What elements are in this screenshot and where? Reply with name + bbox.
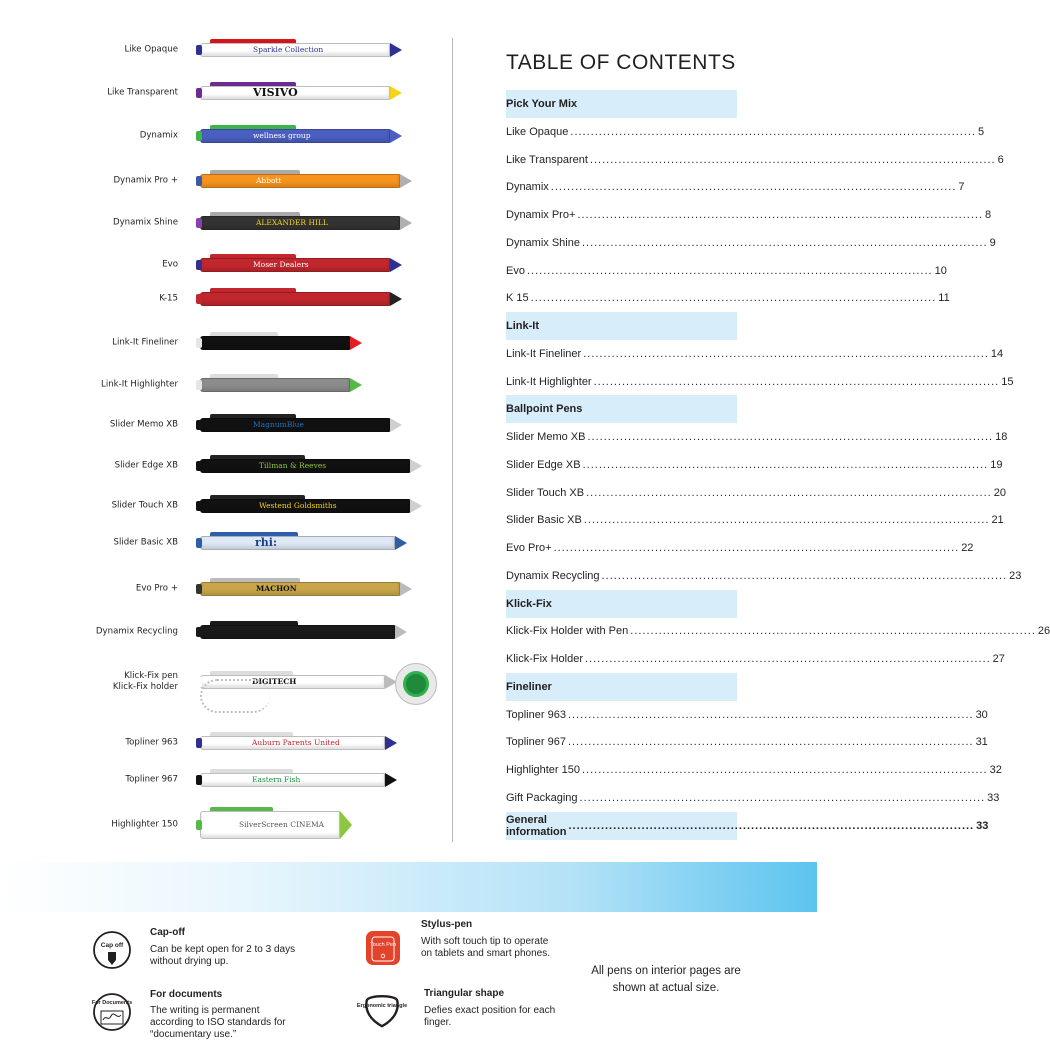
toc-section-heading — [506, 395, 737, 423]
pen-row — [0, 451, 430, 481]
toc-leader-dots — [594, 376, 1000, 388]
pen-tip — [390, 258, 402, 272]
toc-entry-page: 27 — [992, 653, 1005, 665]
pen-imprint: Moser Dealers — [253, 260, 309, 269]
pen-barrel — [200, 174, 400, 188]
toc-entry-page: 8 — [985, 209, 992, 221]
toc-entry-page: 22 — [961, 542, 974, 554]
pen-image — [200, 769, 397, 791]
pen-tip — [400, 216, 412, 230]
toc-leader-dots — [586, 487, 992, 499]
pen-label: Dynamix Pro + — [113, 175, 178, 186]
pen-label: Evo Pro + — [135, 583, 178, 594]
toc-section-title: Klick-Fix — [506, 597, 552, 610]
pen-row — [0, 35, 430, 65]
pen-label: Slider Memo XB — [109, 419, 178, 430]
toc-section-heading — [506, 673, 737, 701]
for-documents-icon-label: For Documents — [91, 1000, 133, 1006]
pen-row — [0, 250, 430, 280]
toc-entry-title: Klick-Fix Holder with Pen — [506, 625, 629, 638]
pen-image — [200, 807, 352, 843]
holder-green-disc — [403, 671, 429, 697]
pen-row — [0, 491, 430, 521]
pen-imprint: DIGITECH — [252, 677, 297, 686]
for-documents-icon — [92, 992, 132, 1032]
toc-entry[interactable] — [506, 451, 1003, 479]
toc-section-heading — [506, 312, 737, 340]
pen-image — [200, 212, 412, 234]
pen-row — [0, 328, 430, 358]
pen-image — [200, 532, 407, 554]
pen-label: Highlighter 150 — [111, 819, 178, 830]
toc-section-title: General information — [506, 813, 567, 838]
legend-capoff-text: Can be kept open for 2 to 3 days without drying up. — [150, 944, 296, 967]
pen-cap-end — [196, 176, 202, 186]
toc-leader-dots — [582, 237, 988, 249]
actual-size-note: All pens on interior pages are shown at actual size. — [591, 965, 741, 994]
toc-section-heading — [506, 90, 737, 118]
toc-entry[interactable] — [506, 617, 1050, 645]
toc-entry-title: Topliner 963 — [506, 708, 566, 721]
toc-entry-title: Topliner 967 — [506, 736, 566, 749]
pen-clip — [210, 374, 278, 378]
toc-entry[interactable] — [506, 173, 965, 201]
pen-imprint: Auburn Parents United — [252, 738, 340, 747]
pen-tip — [390, 86, 402, 100]
pen-cap-end — [196, 677, 202, 687]
pen-image — [200, 332, 362, 354]
toc-entry-title: Link-It Fineliner — [506, 347, 582, 360]
pen-tip — [390, 129, 402, 143]
toc-entry-page: 9 — [989, 236, 996, 249]
toc-title: TABLE OF CONTENTS — [506, 51, 736, 74]
pen-barrel — [200, 292, 390, 306]
toc-leader-dots — [569, 820, 975, 832]
toc-leader-dots — [584, 514, 990, 526]
toc-entry-title: Like Opaque — [506, 125, 569, 138]
toc-leader-dots — [531, 292, 937, 304]
pen-barrel — [200, 378, 350, 392]
toc-leader-dots — [568, 736, 974, 748]
column-divider — [452, 38, 453, 842]
toc-entry[interactable] — [506, 146, 1004, 174]
legend-triangular-text: Defies exact position for each finger. — [424, 1005, 556, 1028]
pen-cap-end — [196, 775, 202, 785]
toc-entry-page: 5 — [978, 125, 985, 138]
toc-section-title: Pick Your Mix — [506, 98, 578, 110]
toc-leader-dots — [568, 709, 974, 721]
toc-section-heading[interactable] — [506, 812, 989, 840]
toc-entry-page: 10 — [934, 264, 947, 277]
toc-entry-page: 19 — [990, 458, 1003, 471]
toc-section-title: Fineliner — [506, 680, 552, 693]
toc-entry[interactable] — [506, 784, 1000, 812]
pen-clip — [210, 621, 298, 625]
pen-label: Topliner 967 — [125, 774, 178, 785]
toc-leader-dots — [582, 764, 988, 776]
stylus-pen-icon — [363, 928, 403, 968]
pen-row — [0, 166, 430, 196]
pen-cap-end — [196, 338, 202, 348]
pen-barrel — [200, 582, 400, 596]
pen-tip — [385, 773, 397, 787]
toc-leader-dots — [602, 570, 1008, 582]
toc-entry-page: 32 — [989, 764, 1002, 776]
toc-entry-title: Dynamix Shine — [506, 236, 580, 249]
pen-imprint: Sparkle Collection — [253, 45, 324, 54]
toc-section-title: Link-It — [506, 320, 539, 332]
toc-entry-title: Slider Touch XB — [506, 486, 585, 499]
pen-clip — [210, 288, 296, 292]
pen-image — [200, 455, 422, 477]
pen-imprint: MACHON — [256, 584, 297, 593]
pen-tip — [400, 174, 412, 188]
pen-row — [0, 284, 430, 314]
toc-leader-dots — [527, 265, 933, 277]
pen-clip — [210, 332, 278, 336]
legend-triangular-title: Triangular shape — [424, 988, 505, 999]
pen-row — [0, 78, 430, 108]
pen-label: Klick-Fix pen Klick-Fix holder — [112, 671, 178, 692]
pen-row — [0, 765, 430, 795]
toc-leader-dots — [570, 126, 976, 138]
pen-image — [200, 414, 402, 436]
pen-label: Slider Basic XB — [113, 537, 178, 548]
pen-cap-end — [196, 501, 202, 511]
pen-imprint: ALEXANDER HILL — [256, 218, 328, 227]
pen-imprint: Abbott — [256, 176, 282, 185]
toc-leader-dots — [583, 459, 989, 471]
toc-entry-title: Evo — [506, 264, 525, 277]
toc-entry-title: K 15 — [506, 292, 529, 305]
pen-image — [200, 82, 402, 104]
toc-entry[interactable] — [506, 562, 1022, 590]
pen-label: Like Opaque — [124, 44, 178, 55]
toc-entry-title: Dynamix Pro+ — [506, 209, 576, 221]
toc-entry-title: Slider Basic XB — [506, 514, 582, 527]
toc-leader-dots — [587, 431, 993, 443]
pen-image — [200, 170, 412, 192]
toc-entry[interactable] — [506, 756, 1002, 784]
pen-tip — [390, 292, 402, 306]
pen-row — [0, 528, 430, 558]
toc-entry[interactable] — [506, 645, 1005, 673]
pen-imprint: VISIVO — [253, 86, 298, 99]
triangular-shape-icon — [356, 990, 408, 1030]
pen-image — [200, 732, 397, 754]
toc-leader-dots — [585, 653, 991, 665]
pen-tip — [390, 43, 402, 57]
pen-tip — [385, 736, 397, 750]
toc-entry-title: Like Transparent — [506, 153, 588, 166]
toc-entry-page: 14 — [990, 347, 1004, 360]
legend-capoff-title: Cap-off — [150, 927, 185, 938]
pen-barrel — [200, 536, 395, 550]
toc-entry-title: Klick-Fix Holder — [506, 653, 584, 665]
toc-entry-page: 20 — [993, 486, 1006, 499]
pen-cap-end — [196, 260, 202, 270]
pen-cap-end — [196, 45, 202, 55]
pen-tip — [400, 582, 412, 596]
pen-image — [200, 374, 362, 396]
pen-image — [200, 578, 412, 600]
toc-entry-page: 7 — [958, 181, 965, 194]
pen-cap-end — [196, 738, 202, 748]
toc-entry[interactable] — [506, 701, 988, 729]
pen-label: Dynamix — [139, 130, 178, 141]
toc-entry-page: 31 — [975, 736, 988, 749]
pen-imprint: Westend Goldsmiths — [259, 501, 337, 510]
toc-entry-title: Link-It Highlighter — [506, 375, 592, 388]
pen-row — [0, 667, 430, 697]
pen-row — [0, 410, 430, 440]
pen-imprint: Tillman & Reeves — [259, 461, 327, 470]
toc-entry-title: Slider Edge XB — [506, 458, 581, 471]
pen-clip — [210, 532, 298, 536]
gradient-band — [0, 862, 817, 912]
pen-imprint: Eastern Fish — [252, 775, 301, 784]
toc-leader-dots — [583, 348, 989, 360]
pen-row — [0, 810, 430, 840]
pen-label: Link-It Highlighter — [101, 379, 178, 390]
toc-entry[interactable] — [506, 506, 1004, 534]
toc-entry-title: Gift Packaging — [506, 791, 578, 804]
legend-documents-text: The writing is permanent according to ISO standards for “documentary use.” — [150, 1005, 286, 1040]
pen-barrel — [200, 625, 395, 639]
pen-tip — [410, 459, 422, 473]
toc-entry-title: Dynamix Recycling — [506, 569, 600, 582]
toc-leader-dots — [630, 625, 1036, 637]
toc-entry-page: 26 — [1037, 625, 1050, 638]
stylus-pen-icon-label: Touch Pen — [370, 942, 396, 948]
pen-image — [200, 288, 402, 310]
pen-cap-end — [196, 218, 202, 228]
pen-cap-end — [196, 380, 202, 390]
toc-entry-page: 15 — [1001, 375, 1014, 388]
pen-imprint: wellness group — [253, 131, 311, 140]
pen-cap-end — [196, 294, 202, 304]
cap-off-icon — [92, 930, 132, 970]
pen-cap-end — [196, 627, 202, 637]
toc-section-title: Ballpoint Pens — [506, 403, 583, 416]
pen-imprint: SilverScreen CINEMA — [239, 820, 325, 829]
pen-clip — [210, 170, 300, 174]
toc-entry-page: 23 — [1009, 569, 1022, 582]
pen-label: Dynamix Shine — [112, 217, 178, 228]
pen-label: K-15 — [159, 293, 178, 304]
pen-row — [0, 370, 430, 400]
toc-entry-page: 6 — [997, 153, 1004, 166]
pen-label: Dynamix Recycling — [95, 626, 178, 637]
toc-entry-page: 18 — [995, 431, 1008, 443]
toc-entry[interactable] — [506, 229, 996, 257]
cap-off-icon-label: Cap off — [100, 942, 124, 949]
toc-entry[interactable] — [506, 201, 992, 229]
toc-entry-title: Highlighter 150 — [506, 764, 580, 776]
toc-entry-page: 33 — [976, 819, 989, 832]
pen-tip — [390, 418, 402, 432]
toc-leader-dots — [577, 209, 983, 221]
pen-image — [200, 125, 402, 147]
toc-entry-title: Slider Memo XB — [506, 431, 586, 443]
pen-cap-end — [196, 584, 202, 594]
pen-row — [0, 728, 430, 758]
toc-section-heading — [506, 590, 737, 618]
pen-label: Topliner 963 — [125, 737, 178, 748]
toc-entry[interactable] — [506, 534, 974, 562]
pen-row — [0, 574, 430, 604]
pen-imprint: rhi: — [255, 536, 278, 549]
legend-stylus-title: Stylus-pen — [421, 919, 473, 930]
toc-entry[interactable] — [506, 423, 1008, 451]
pen-tip — [395, 625, 407, 639]
klick-fix-coil — [200, 679, 270, 713]
pen-cap-end — [196, 461, 202, 471]
toc-entry[interactable] — [506, 284, 950, 312]
pen-image — [200, 39, 402, 61]
pen-image — [200, 495, 422, 517]
pen-cap-end — [196, 538, 202, 548]
toc-entry-page: 11 — [938, 292, 950, 305]
pen-image — [200, 254, 402, 276]
toc-entry[interactable] — [506, 340, 1004, 368]
pen-tip — [340, 811, 352, 839]
pen-cap-end — [196, 420, 202, 430]
toc-entry[interactable] — [506, 118, 985, 146]
toc-entry[interactable] — [506, 728, 988, 756]
toc-leader-dots — [554, 542, 960, 554]
pen-cap-end — [196, 820, 202, 830]
pen-row — [0, 208, 430, 238]
triangular-icon-label: Ergonomic triangle — [356, 1003, 408, 1010]
klick-fix-holder-image — [395, 663, 437, 705]
toc-entry-title: Evo Pro+ — [506, 542, 552, 554]
pen-tip — [350, 378, 362, 392]
toc-entry[interactable] — [506, 479, 1006, 507]
pen-tip — [350, 336, 362, 350]
pen-row — [0, 121, 430, 151]
toc-leader-dots — [580, 792, 986, 804]
pen-label: Link-It Fineliner — [112, 337, 178, 348]
pen-image — [200, 621, 407, 643]
pen-tip — [410, 499, 422, 513]
pen-label: Slider Edge XB — [114, 460, 178, 471]
pen-imprint: MagnumBlue — [253, 420, 304, 429]
toc-entry-page: 21 — [991, 514, 1004, 527]
toc-leader-dots — [590, 154, 996, 166]
pen-tip — [395, 536, 407, 550]
legend-documents-title: For documents — [150, 989, 223, 1000]
pen-label: Evo — [162, 259, 178, 270]
toc-entry-title: Dynamix — [506, 181, 549, 194]
pen-cap-end — [196, 88, 202, 98]
pen-label: Like Transparent — [107, 87, 178, 98]
toc-entry[interactable] — [506, 368, 1014, 396]
pen-cap-end — [196, 131, 202, 141]
toc-entry-page: 33 — [987, 791, 1000, 804]
toc-entry[interactable] — [506, 257, 947, 285]
toc-entry-page: 30 — [975, 708, 988, 721]
toc-leader-dots — [551, 181, 957, 193]
legend-stylus-text: With soft touch tip to operate on tablets and smart phones. — [421, 936, 550, 959]
pen-row — [0, 617, 430, 647]
pen-label: Slider Touch XB — [111, 500, 178, 511]
pen-barrel — [200, 336, 350, 350]
